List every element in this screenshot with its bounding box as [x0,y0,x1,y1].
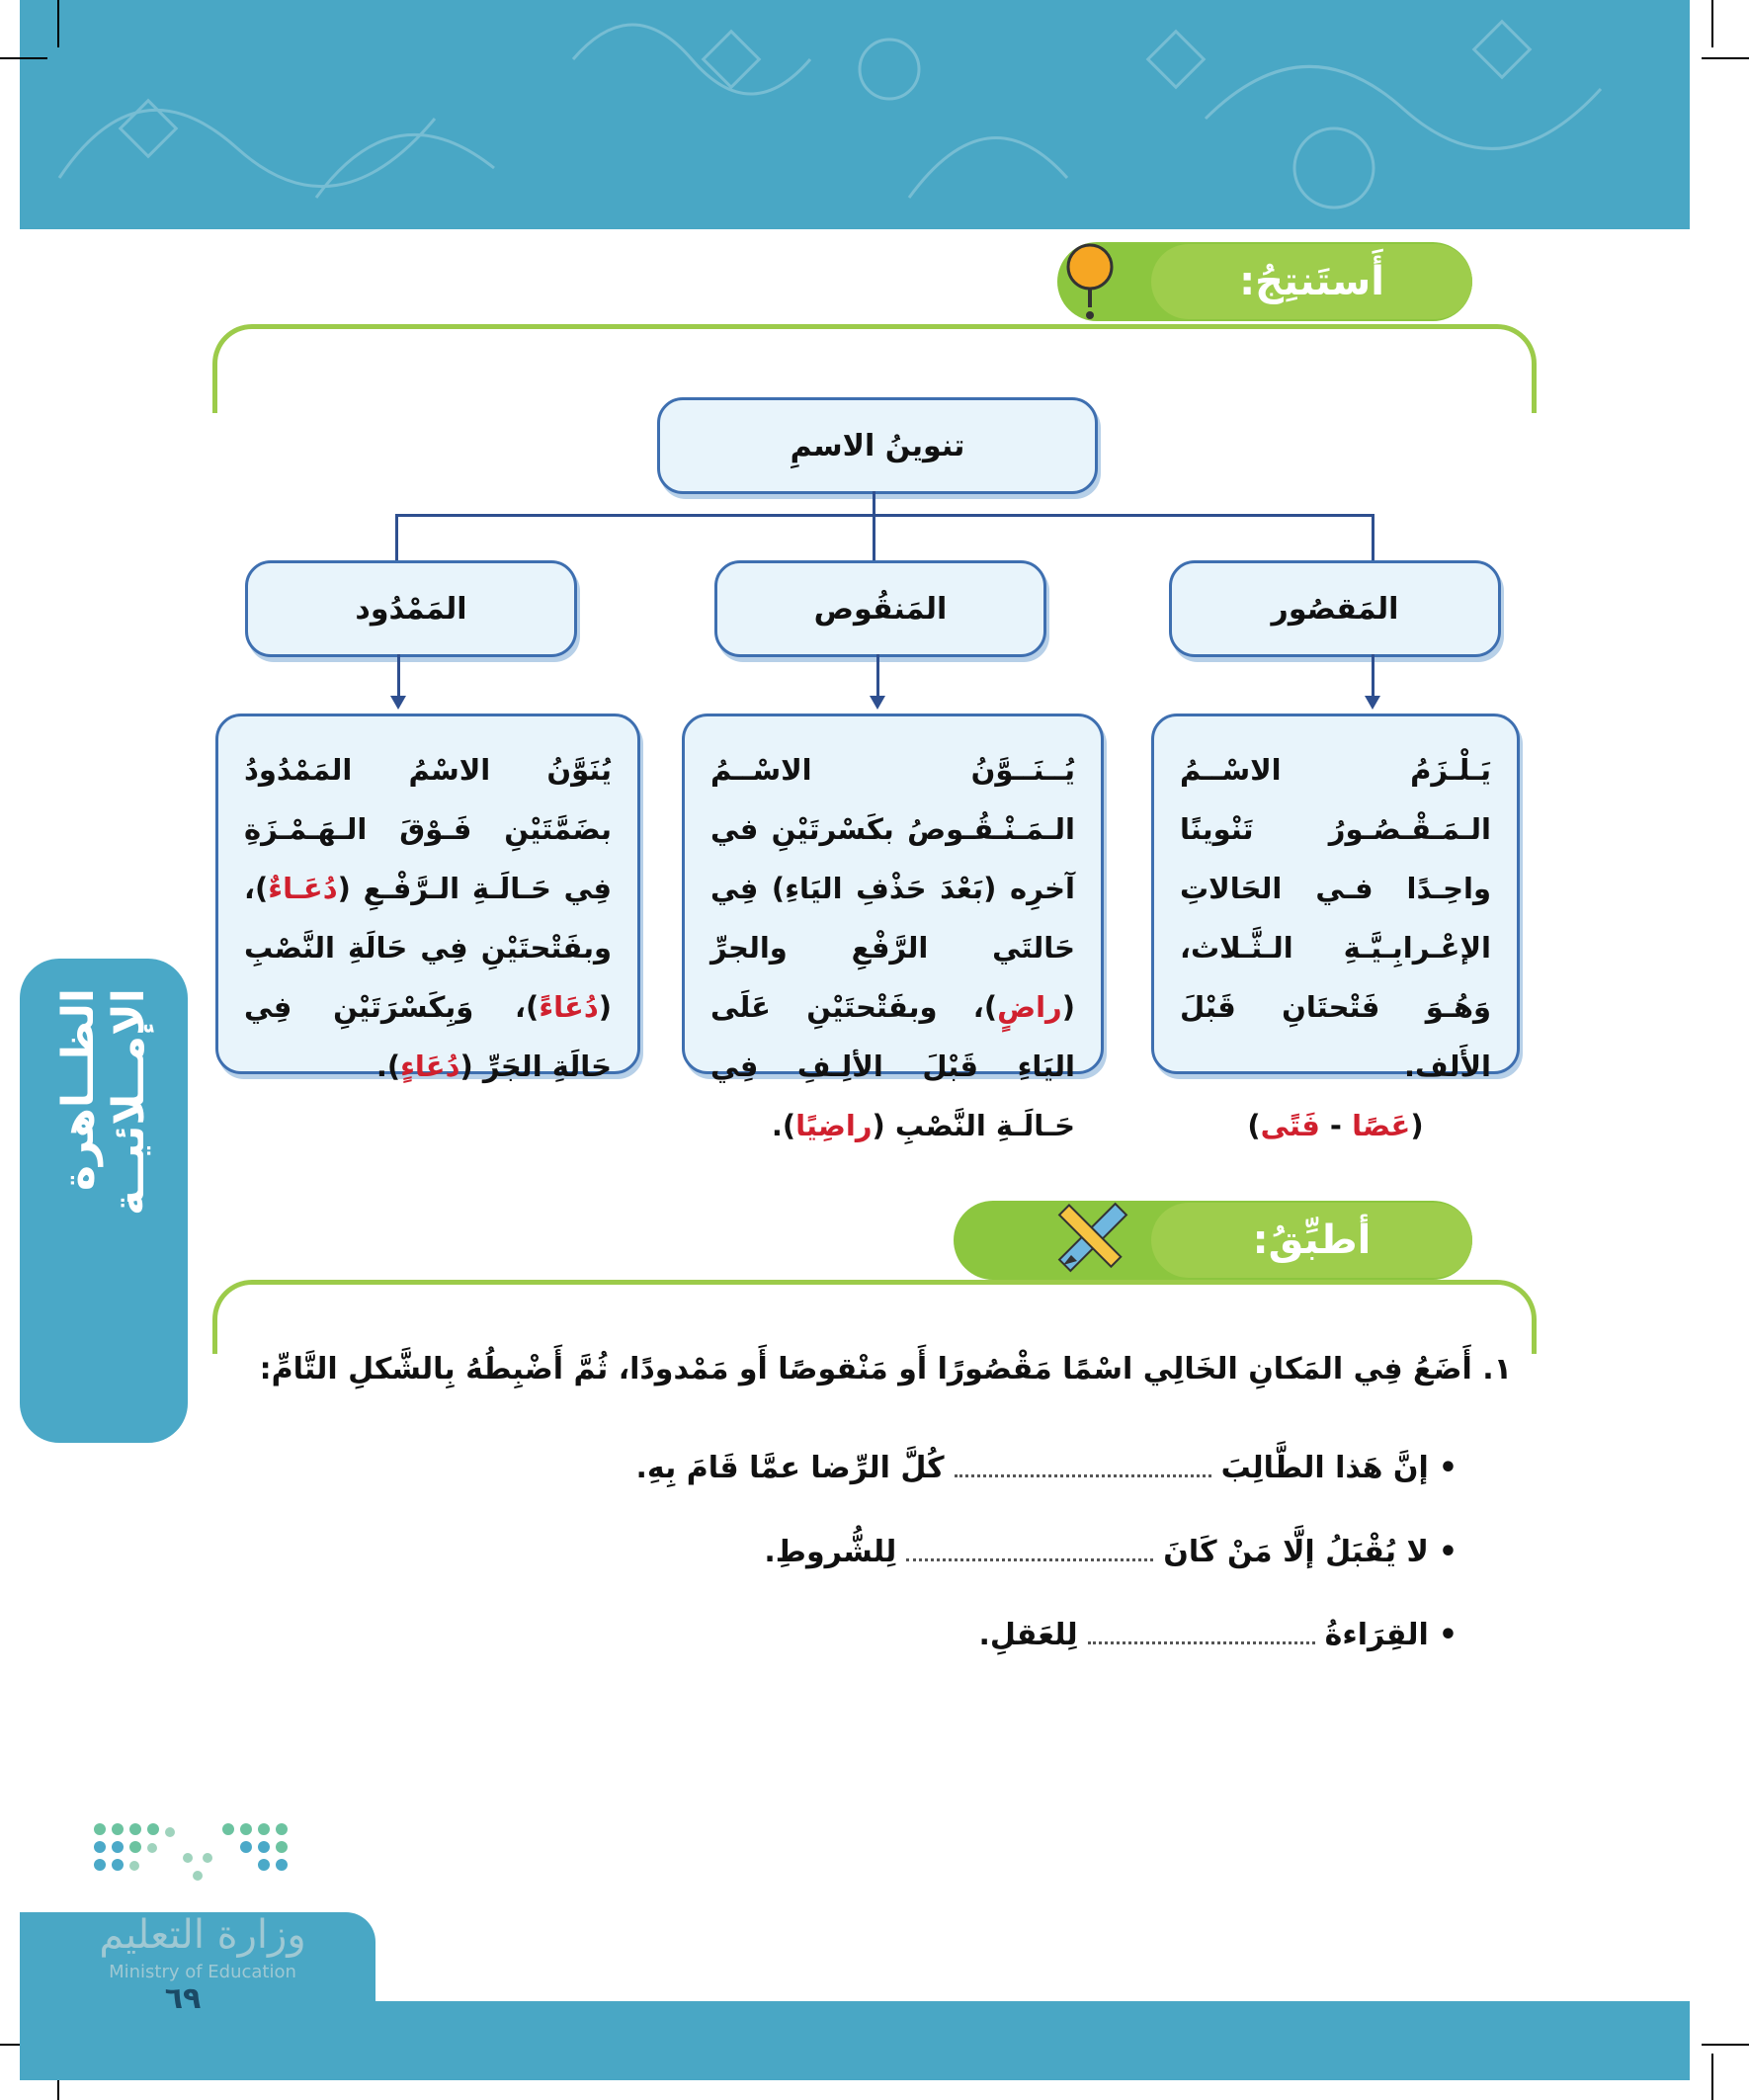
card-text-part: ). [771,1109,796,1142]
crop-mark [1702,57,1749,59]
connector-line [1372,514,1374,563]
item-before: لا يُقْبَلُ إلَّا مَنْ كَانَ [1163,1535,1429,1569]
apply-header-pill [1151,1203,1472,1278]
example-word: راضِيًا [795,1109,873,1142]
node-mamdud [245,560,577,657]
example-word: عَصًا [1352,1109,1411,1142]
ministry-name-en: Ministry of Education [109,1962,296,1982]
side-chapter-label: الظــاهرة الإمــلائيــة [53,988,154,1216]
connector-line [873,514,875,563]
example-word: دُعَـاءٌ [268,872,338,905]
card-maqsur [1151,714,1520,1142]
item-after: لِلعَقلِ. [978,1618,1078,1652]
connector-line [395,514,1374,517]
node-manqus [714,560,1046,657]
item-after: كُلَّ الرِّضا عمَّا قَامَ بِهِ. [635,1451,945,1485]
crop-mark [1711,0,1713,47]
exercise-item-3 [978,1618,1458,1652]
node-maqsur-label: المَقصُور [1271,591,1399,627]
item-after: لِلشُّروطِ. [764,1535,897,1569]
header-calligraphy-pattern [20,0,1690,229]
node-maqsur [1169,560,1501,657]
crop-mark [1711,2054,1713,2100]
item-before: القِرَاءةُ [1324,1618,1429,1652]
connector-line [395,514,398,563]
example-word: دُعَاءً [539,990,599,1024]
diagram-root-node [657,397,1098,494]
card-text-part: يُــنَــوَّنُ الاسْــمُ الـمَـنْـقُـوصُ بكَسْرتَيْنِ في آخرِه (بَعْدَ حَذْفِ اليَاءِ) فِي حَالتَي الرَّفْعِ والجرِّ ( [710,753,1075,1024]
card-maqsur-text: يَـلْـزَمُ الاسْــمُ الـمَـقْـصُـورُ تَنْوينًا واحِـدًا فـي الحَالاتِ الإعْـرابِـيَّـةِ الـثَّـلاث، وَهُـوَ فَتْحتَانِ قَبْلَ الأَلف. [1180,753,1491,1083]
blank-input[interactable] [906,1551,1153,1561]
crop-mark [1702,2044,1749,2046]
crop-mark [0,57,47,59]
node-manqus-label: المَنقُوص [813,591,948,627]
arrow-down-icon [870,696,885,710]
arrow-down-icon [1365,696,1380,710]
example-word: فَتًى [1260,1109,1320,1142]
node-mamdud-label: المَمْدُود [355,591,467,627]
crop-mark [57,0,59,47]
blank-input[interactable] [1088,1634,1315,1644]
example-word: راضٍ [997,990,1062,1024]
card-text-part: ). [375,1050,401,1083]
item-before: إنَّ هَذا الطَّالِبَ [1220,1451,1429,1485]
card-text-part: يُنَوَّنُ الاسْمُ المَمْدُودُ بضَمَّتَيْنِ فَـوْقَ الـهَـمْـزَةِ فِي حَـالَـةِ الـرَّفْـعِ ( [244,753,612,905]
exercise-instruction: أَضَعُ فِي المَكانِ الخَالِي اسْمًا مَقْصُورًا أَو مَنْقوصًا أَو مَمْدودًا، ثُمَّ أَضْبِطُهُ بِالشَّكلِ التَّامِّ: [259,1352,1472,1386]
bullet-icon: • [1438,1451,1458,1485]
question-mark-icon [1065,242,1115,323]
exercise-instruction-line [259,1352,1512,1386]
exercise-item-2 [764,1535,1458,1569]
diagram-root-label: تنوينُ الاسمِ [790,428,965,463]
exercise-item-1 [635,1451,1458,1485]
card-mamdud [215,714,640,1083]
example-word: دُعَاءٍ [400,1050,460,1083]
card-manqus [682,714,1104,1142]
conclude-header-pill [1151,244,1472,319]
ministry-logo-icon [94,1823,311,1907]
blank-input[interactable] [955,1467,1211,1477]
arrow-down-icon [390,696,406,710]
card-text-part: )، وبفَتْحتَيْنِ عَلَى اليَاءِ قَبْلَ الألِـفِ فِي حَـالَـةِ النَّصْبِ ( [710,990,1075,1142]
bullet-icon: • [1438,1535,1458,1569]
exercise-number: ١. [1482,1352,1512,1386]
connector-line [397,654,400,698]
bullet-icon: • [1438,1618,1458,1652]
card-text-part: )، وبفَتْحتَيْنِ فِي حَالَةِ النَّصْبِ ( [244,872,612,1024]
apply-title: أطبِّقُ: [1252,1218,1372,1263]
conclude-title: أَستَنتِجُ: [1239,259,1384,304]
ministry-name-ar: وزارة التعليم [99,1912,306,1958]
page-number: ٦٩ [164,1981,202,2016]
card-maqsur-examples: (عَصًا - فَتًى) [1247,1109,1424,1142]
apply-frame [212,1280,1537,1354]
connector-line [1372,654,1374,698]
card-text-part: )، وَبِكَسْرَتَيْنِ فِي حَالَةِ الجَرِّ ( [244,990,612,1083]
connector-line [873,491,875,516]
connector-line [876,654,879,698]
footer-band [20,2001,1690,2080]
ruler-pencil-icon [1055,1196,1128,1277]
